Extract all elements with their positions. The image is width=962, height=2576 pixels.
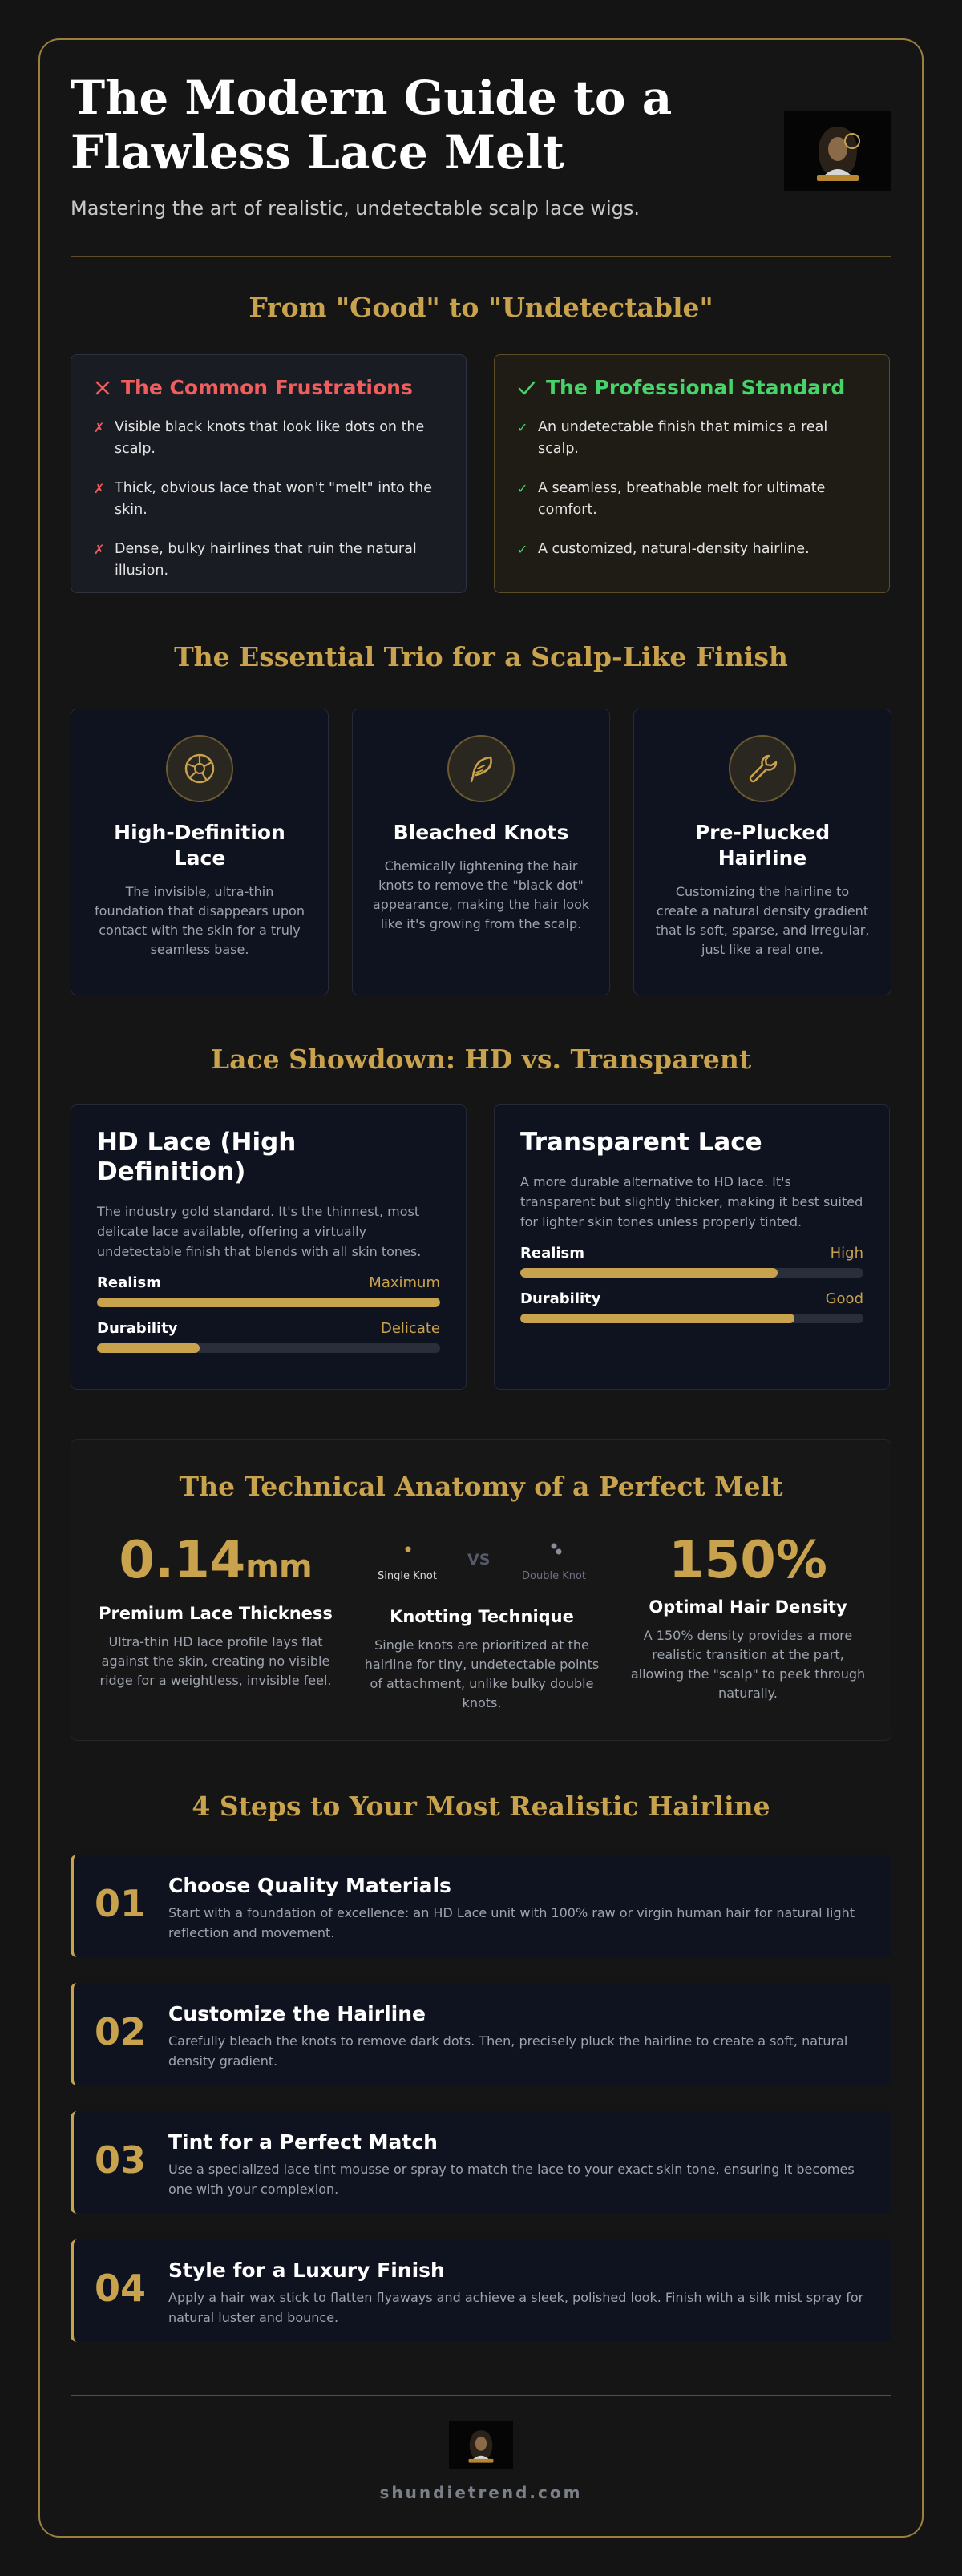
- trio-card-hd-lace: [71, 709, 329, 995]
- meter-bar: [97, 1343, 440, 1353]
- header: [71, 71, 891, 256]
- trio-card-pre-plucked: [633, 709, 891, 995]
- lace-card-text: The industry gold standard. It's the thinnest, most delicate lace available, offering a virtually undetectable finish that blends with all skin tones.: [97, 1204, 422, 1259]
- knotting-text: Single knots are prioritized at the hairline for tiny, undetectable points of attachment, unlike bulky double knots.: [364, 1637, 600, 1710]
- wrench-icon: [729, 735, 796, 802]
- step-title: Tint for a Perfect Match: [168, 2130, 438, 2154]
- transparent-lace-card: [494, 1104, 890, 1390]
- realism-meter: Realism Maximum: [97, 1274, 440, 1307]
- meter-bar: [520, 1314, 863, 1323]
- footer-logo: [449, 2421, 513, 2469]
- list-item: ✗ Visible black knots that look like dots on the scalp.: [94, 417, 443, 460]
- density-label: Optimal Hair Density: [649, 1597, 847, 1617]
- cross-mark-icon: ✗: [94, 420, 105, 435]
- footer-website[interactable]: shundietrend.com: [379, 2483, 583, 2502]
- standard-title: The Professional Standard: [546, 376, 846, 399]
- trio-card-title: High-Definition Lace: [114, 821, 285, 870]
- lace-card-text: A more durable alternative to HD lace. It's transparent but slightly thicker, making it best suited for lighter skin tones unless properly tinted.: [520, 1174, 863, 1229]
- meter-fill: [97, 1298, 440, 1307]
- comparison-section-title: From "Good" to "Undetectable": [249, 292, 713, 323]
- durability-meter: Durability Good: [520, 1290, 863, 1323]
- trio-card-text: Customizing the hairline to create a natural density gradient that is soft, sparse, and irregular, just like a real one.: [655, 884, 870, 957]
- knotting-label: Knotting Technique: [390, 1607, 574, 1626]
- thickness-text: Ultra-thin HD lace profile lays flat against the skin, creating no visible ridge for a weightless, invisible feel.: [99, 1634, 332, 1688]
- knot-comparison: [362, 1528, 602, 1602]
- step-card: [71, 2239, 891, 2342]
- step-text: Apply a hair wax stick to flatten flyaways and achieve a sleek, polished look. Finish with a silk mist spray for natural luster and bounce.: [168, 2290, 864, 2325]
- footer-divider: [71, 2395, 891, 2396]
- durability-meter: Durability Delicate: [97, 1320, 440, 1353]
- trio-card-text: The invisible, ultra-thin foundation that disappears upon contact with the skin for a truly seamless base.: [95, 884, 305, 957]
- meter-bar: [520, 1268, 863, 1278]
- thickness-value: 0.14mm: [119, 1531, 313, 1590]
- cross-mark-icon: ✗: [94, 542, 105, 557]
- step-title: Choose Quality Materials: [168, 1874, 451, 1897]
- feather-icon: [447, 735, 515, 802]
- check-mark-icon: ✓: [517, 542, 528, 557]
- portrait-logo-icon: [804, 117, 871, 184]
- meter-fill: [97, 1343, 200, 1353]
- standard-card: [494, 354, 890, 593]
- lens-icon: [166, 735, 233, 802]
- showdown-section-title: Lace Showdown: HD vs. Transparent: [210, 1044, 752, 1075]
- trio-card-text: Chemically lightening the hair knots to remove the "black dot" appearance, making the hair look like it's growing from the scalp.: [372, 858, 590, 931]
- frustrations-title: The Common Frustrations: [121, 376, 413, 399]
- technical-panel: [71, 1439, 891, 1741]
- step-card: [71, 2111, 891, 2214]
- hd-lace-card: [71, 1104, 467, 1390]
- step-card: [71, 1983, 891, 2085]
- step-text: Start with a foundation of excellence: an HD Lace unit with 100% raw or virgin human hair for natural light reflection and movement.: [168, 1905, 855, 1940]
- portrait-logo-icon: [461, 2425, 501, 2465]
- lace-card-title: HD Lace (High Definition): [97, 1128, 297, 1186]
- trio-card-title: Bleached Knots: [393, 821, 569, 844]
- step-number: 01: [95, 1882, 147, 1925]
- density-stat: [628, 1528, 868, 1703]
- trio-card-title: Pre-Plucked Hairline: [694, 821, 831, 870]
- density-text: A 150% density provides a more realistic transition at the part, allowing the "scalp" to peek through naturally.: [630, 1628, 866, 1701]
- check-mark-icon: ✓: [517, 481, 528, 496]
- steps-section-title: 4 Steps to Your Most Realistic Hairline: [192, 1791, 770, 1822]
- step-text: Carefully bleach the knots to remove dark dots. Then, precisely pluck the hairline to create a soft, natural density gradient.: [168, 2033, 848, 2069]
- list-item: ✗ Thick, obvious lace that won't "melt" into the skin.: [94, 478, 443, 521]
- thickness-stat: [95, 1528, 336, 1690]
- step-number: 04: [95, 2267, 147, 2310]
- frustrations-card: [71, 354, 467, 593]
- realism-meter: Realism High: [520, 1245, 863, 1278]
- page-subtitle: Mastering the art of realistic, undetectable scalp lace wigs.: [71, 197, 641, 220]
- header-divider: [71, 256, 891, 257]
- list-item: ✓ A seamless, breathable melt for ultimate comfort.: [517, 478, 867, 521]
- check-mark-icon: ✓: [517, 420, 528, 435]
- meter-fill: [520, 1268, 778, 1278]
- step-number: 02: [95, 2010, 147, 2053]
- trio-section-title: The Essential Trio for a Scalp-Like Finish: [174, 641, 788, 672]
- vs-label: VS: [467, 1551, 491, 1569]
- step-title: Style for a Luxury Finish: [168, 2259, 445, 2282]
- step-text: Use a specialized lace tint mousse or spray to match the lace to your exact skin tone, ensuring it becomes one with your complexion.: [168, 2162, 855, 2197]
- single-knot-caption: Single Knot: [378, 1570, 437, 1582]
- list-item: ✗ Dense, bulky hairlines that ruin the natural illusion.: [94, 539, 443, 582]
- step-title: Customize the Hairline: [168, 2002, 426, 2025]
- brand-logo: [784, 111, 891, 191]
- knotting-stat: [362, 1528, 602, 1713]
- technical-section-title: The Technical Anatomy of a Perfect Melt: [179, 1471, 783, 1502]
- lace-card-title: Transparent Lace: [520, 1128, 762, 1157]
- frustrations-heading: [94, 376, 443, 399]
- trio-card-bleached-knots: [352, 709, 610, 995]
- double-knot-caption: Double Knot: [522, 1570, 587, 1582]
- meter-fill: [520, 1314, 794, 1323]
- list-item: ✓ An undetectable finish that mimics a real scalp.: [517, 417, 867, 460]
- close-icon: [94, 379, 111, 397]
- standard-heading: [517, 376, 867, 399]
- step-number: 03: [95, 2138, 147, 2182]
- cross-mark-icon: ✗: [94, 481, 105, 496]
- check-icon: [517, 379, 536, 397]
- density-value: 150%: [669, 1531, 827, 1590]
- list-item: ✓ A customized, natural-density hairline.: [517, 539, 867, 560]
- step-card: [71, 1855, 891, 1957]
- page-title: The Modern Guide to a Flawless Lace Melt: [71, 71, 673, 180]
- thickness-label: Premium Lace Thickness: [99, 1604, 333, 1623]
- meter-bar: [97, 1298, 440, 1307]
